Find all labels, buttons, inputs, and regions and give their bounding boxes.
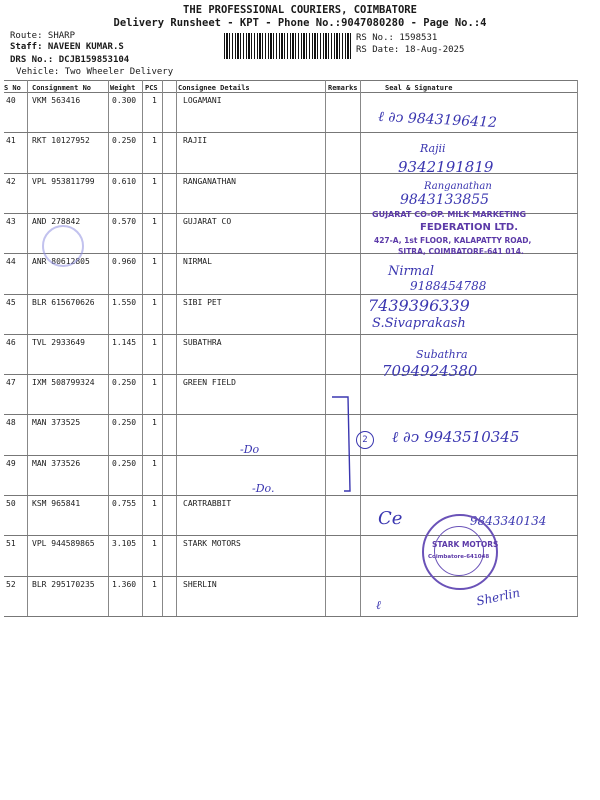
faint-seal-stamp: [42, 225, 84, 267]
col-header-remarks: Remarks: [328, 84, 358, 92]
row-rule: [4, 455, 578, 456]
row-weight: 0.250: [112, 378, 137, 388]
handwritten-name: S.Sivaprakash: [372, 316, 466, 331]
row-sno: 43: [6, 216, 16, 226]
row-pcs: 1: [152, 539, 157, 549]
row-sno: 44: [6, 257, 16, 267]
runsheet-subtitle: Delivery Runsheet - KPT - Phone No.:9047080280 - Page No.:4: [113, 17, 487, 29]
row-sno: 48: [6, 418, 16, 428]
row-rule: [4, 616, 578, 617]
row-pcs: 1: [152, 458, 157, 468]
row-sno: 41: [6, 136, 16, 146]
rs-number: RS No.: 1598531: [356, 33, 438, 43]
header-rule: [4, 92, 578, 93]
table-top-rule: [4, 80, 578, 81]
row-pcs: 1: [152, 378, 157, 388]
handwritten-name: Nirmal: [388, 264, 434, 279]
row-pcs: 1: [152, 337, 157, 347]
row-consignment-no: KSM 965841: [32, 499, 81, 508]
handwritten-phone: 9943510345: [423, 428, 520, 446]
route-label: Route: SHARP: [10, 31, 76, 41]
vehicle-label: Vehicle: Two Wheeler Delivery: [16, 67, 174, 77]
row-consignment-no: MAN 373526: [32, 458, 81, 468]
row-consignee: RANGANATHAN: [183, 176, 236, 186]
row-pcs: 1: [152, 297, 157, 307]
row-consignee: SIBI PET: [183, 297, 222, 307]
row-consignee: LOGAMANI: [183, 96, 222, 105]
row-consignee: NIRMAL: [183, 257, 212, 267]
row-consignment-no: VKM 563416: [32, 96, 81, 105]
row-rule: [4, 294, 578, 295]
gujarat-stamp-line2: FEDERATION LTD.: [420, 222, 518, 233]
row-weight: 0.250: [112, 136, 137, 146]
stark-motors-seal: [422, 514, 498, 590]
handwritten-name: Rajii: [420, 142, 446, 155]
col-header-consignee: Consignee Details: [178, 84, 250, 92]
row-consignment-no: VPL 953811799: [32, 176, 95, 186]
row-sno: 45: [6, 297, 16, 307]
col-header-sno: S No: [4, 84, 21, 92]
gujarat-stamp-line4: SITRA, COIMBATORE-641 014.: [398, 247, 524, 256]
staff-label: Staff: NAVEEN KUMAR.S: [10, 42, 124, 52]
company-title: THE PROFESSIONAL COURIERS, COIMBATORE: [183, 4, 417, 16]
row-pcs: 1: [152, 176, 157, 186]
row-rule: [4, 414, 578, 415]
row-pcs: 1: [152, 136, 157, 146]
row-consignee: RAJII: [183, 136, 208, 146]
handwritten-phone: 9843340134: [470, 514, 547, 528]
bracket-mark: [328, 395, 358, 495]
row-consignment-no: BLR 295170235: [32, 579, 95, 589]
handwritten-mark: ℓ: [376, 598, 381, 612]
row-sno: 42: [6, 176, 16, 186]
row-consignment-no: AND 278842: [32, 216, 81, 226]
row-pcs: 1: [152, 499, 157, 508]
row-rule: [4, 334, 578, 335]
barcode-image: [224, 33, 352, 59]
row-sno: 49: [6, 458, 16, 468]
ditto-mark: -Do.: [252, 482, 275, 495]
row-weight: 1.145: [112, 337, 137, 347]
handwritten-phone: 9843133855: [400, 192, 490, 208]
row-consignment-no: BLR 615670626: [32, 297, 95, 307]
handwritten-phone: 9188454788: [410, 279, 487, 293]
row-consignee: STARK MOTORS: [183, 539, 241, 549]
row-weight: 0.610: [112, 176, 137, 186]
rs-date: RS Date: 18-Aug-2025: [356, 45, 465, 55]
row-consignee: SHERLIN: [183, 579, 217, 589]
row-consignee: GUJARAT CO: [183, 216, 232, 226]
row-consignee: CARTRABBIT: [183, 499, 232, 508]
row-weight: 0.300: [112, 96, 137, 105]
handwritten-phone: 7094924380: [382, 362, 478, 380]
row-weight: 0.755: [112, 499, 137, 508]
circled-number-mark: 2: [356, 431, 374, 449]
handwritten-phone: 9843196412: [407, 110, 498, 132]
col-header-seal: Seal & Signature: [385, 84, 453, 92]
row-weight: 1.360: [112, 579, 137, 589]
col-header-consignment: Consignment No: [32, 84, 92, 92]
row-pcs: 1: [152, 418, 157, 428]
row-rule: [4, 374, 578, 375]
row-weight: 3.105: [112, 539, 137, 549]
col-header-pcs: PCS: [145, 84, 158, 92]
row-consignment-no: TVL 2933649: [32, 337, 85, 347]
row-sno: 46: [6, 337, 16, 347]
row-weight: 0.570: [112, 216, 137, 226]
row-consignment-no: MAN 373525: [32, 418, 81, 428]
handwritten-phone: 7439396339: [368, 296, 470, 315]
row-pcs: 1: [152, 216, 157, 226]
drs-label: DRS No.: DCJB159853104: [10, 55, 130, 65]
row-pcs: 1: [152, 257, 157, 267]
handwritten-name: Ranganathan: [424, 181, 492, 192]
row-weight: 1.550: [112, 297, 137, 307]
gujarat-stamp-line3: 427-A, 1st FLOOR, KALAPATTY ROAD,: [374, 236, 532, 245]
handwritten-phone: 9342191819: [398, 158, 494, 176]
row-rule: [4, 576, 578, 577]
row-consignee: GREEN FIELD: [183, 378, 236, 388]
row-sno: 40: [6, 96, 16, 105]
row-pcs: 1: [152, 96, 157, 105]
ditto-mark: -Do: [240, 443, 260, 456]
row-pcs: 1: [152, 579, 157, 589]
handwritten-name: Subathra: [416, 348, 468, 361]
row-weight: 0.960: [112, 257, 137, 267]
row-consignment-no: IXM 508799324: [32, 378, 95, 388]
row-sno: 50: [6, 499, 16, 508]
stark-seal-city: Coimbatore-641048: [428, 554, 490, 560]
row-consignment-no: RKT 10127952: [32, 136, 90, 146]
row-sno: 52: [6, 579, 16, 589]
row-sno: 47: [6, 378, 16, 388]
row-rule: [4, 132, 578, 133]
handwritten-signature: Ce: [378, 508, 403, 529]
handwritten-signature: ℓ ∂ↄ 9843196412: [377, 108, 498, 132]
row-rule: [4, 495, 578, 496]
row-consignment-no: ANR 80612805: [32, 257, 90, 267]
stark-seal-name: STARK MOTORS: [432, 540, 499, 549]
col-header-weight: Weight: [110, 84, 136, 92]
handwritten-signature: Sherlin: [475, 585, 522, 609]
row-sno: 51: [6, 539, 16, 549]
handwritten-signature: ℓ ∂ↄ 9943510345: [392, 428, 520, 446]
row-consignment-no: VPL 944589865: [32, 539, 95, 549]
gujarat-stamp-line1: GUJARAT CO-OP. MILK MARKETING: [372, 210, 527, 219]
row-weight: 0.250: [112, 458, 137, 468]
row-consignee: SUBATHRA: [183, 337, 222, 347]
row-weight: 0.250: [112, 418, 137, 428]
